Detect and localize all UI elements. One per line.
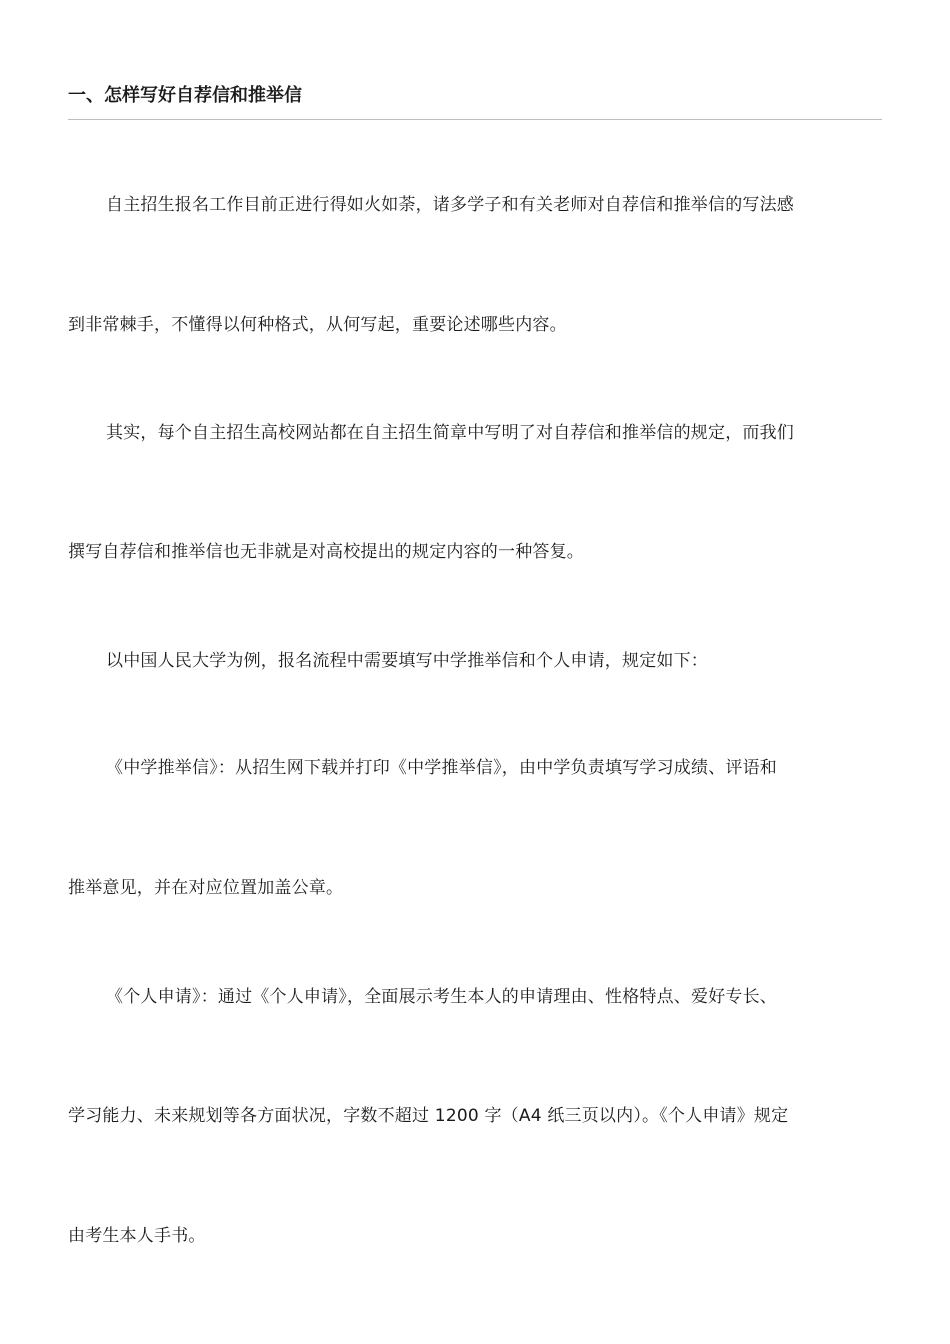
section-heading: 一、怎样写好自荐信和推举信 (68, 85, 302, 106)
paragraph-line: 到非常棘手，不懂得以何种格式，从何写起，重要论述哪些内容。 (68, 315, 567, 335)
paragraph-line: 学习能力、未来规划等各方面状况，字数不超过 1200 字（A4 纸三页以内）。《个人申请》规定 (68, 1106, 789, 1126)
paragraph-line: 撰写自荐信和推举信也无非就是对高校提出的规定内容的一种答复。 (68, 542, 584, 562)
paragraph-line: 以中国人民大学为例，报名流程中需要填写中学推举信和个人申请，规定如下： (106, 651, 708, 671)
paragraph-line: 其实，每个自主招生高校网站都在自主招生简章中写明了对自荐信和推举信的规定，而我们 (106, 423, 794, 443)
paragraph-line: 《个人申请》：通过《个人申请》，全面展示考生本人的申请理由、性格特点、爱好专长、 (106, 987, 777, 1007)
paragraph-line: 推举意见，并在对应位置加盖公章。 (68, 878, 344, 898)
heading-divider (68, 119, 882, 120)
paragraph-line: 《中学推举信》：从招生网下载并打印《中学推举信》，由中学负责填写学习成绩、评语和 (106, 758, 777, 778)
paragraph-line: 由考生本人手书。 (68, 1226, 206, 1246)
paragraph-line: 自主招生报名工作目前正进行得如火如荼，诸多学子和有关老师对自荐信和推举信的写法感 (106, 195, 794, 215)
